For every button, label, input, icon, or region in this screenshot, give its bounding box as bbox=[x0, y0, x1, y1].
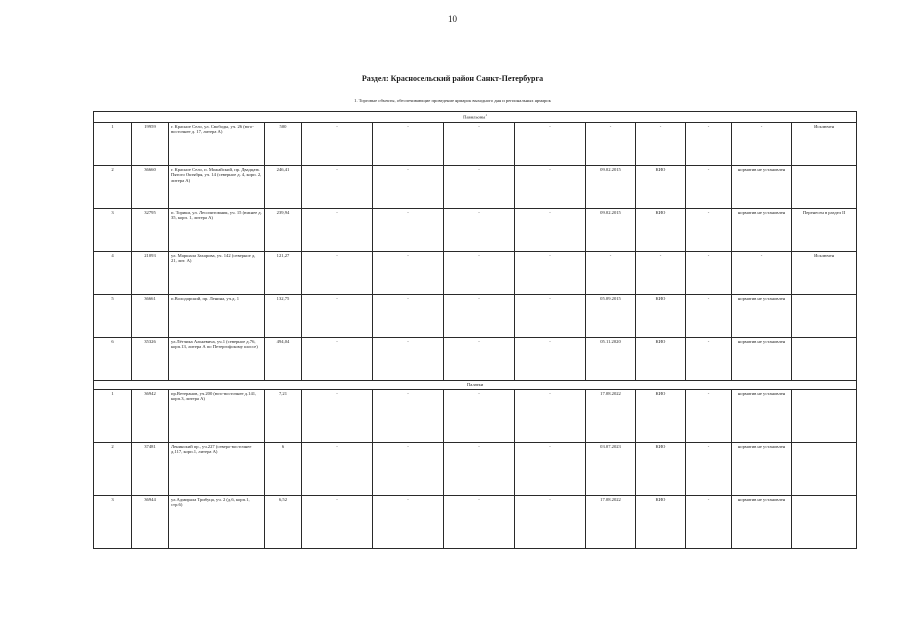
cell-col7: - bbox=[444, 389, 515, 442]
cell-area: 132,75 bbox=[265, 294, 302, 337]
cell-date: 17.08.2022 bbox=[586, 389, 636, 442]
cell-col6: - bbox=[373, 294, 444, 337]
cell-col5: - bbox=[302, 294, 373, 337]
cell-address: пр.Ветеранов, уч.200 (юго-восточнее д.141, корп.3, литера А) bbox=[169, 389, 265, 442]
cell-date: 05.11.2020 bbox=[586, 337, 636, 380]
cell-col11: - bbox=[686, 165, 732, 208]
cell-col6: - bbox=[373, 165, 444, 208]
cell-col11: - bbox=[686, 208, 732, 251]
cell-col8: - bbox=[515, 442, 586, 495]
cell-norm: норматив не установлен bbox=[732, 208, 792, 251]
cell-col8: - bbox=[515, 389, 586, 442]
cell-col8: - bbox=[515, 208, 586, 251]
cell-norm: - bbox=[732, 122, 792, 165]
cell-organization: КИО bbox=[636, 165, 686, 208]
cell-object-id: 36660 bbox=[132, 165, 169, 208]
cell-organization: КИО bbox=[636, 495, 686, 548]
cell-col11: - bbox=[686, 389, 732, 442]
cell-organization: КИО bbox=[636, 337, 686, 380]
cell-address: г. Красное Село, п. Можайский, пр. Двадцать Пятого Октября, уч. 14 (северное д. 4, корп. 2, литера А) bbox=[169, 165, 265, 208]
cell-address: Ленинский пр., уч.227 (северо-восточнее д.117, корп.1, литера А) bbox=[169, 442, 265, 495]
cell-norm: норматив не установлен bbox=[732, 337, 792, 380]
section-title: Раздел: Красносельский район Санкт-Петербурга bbox=[361, 74, 544, 83]
cell-number: 3 bbox=[94, 208, 132, 251]
cell-col7: - bbox=[444, 442, 515, 495]
table-row bbox=[94, 165, 857, 208]
table-row bbox=[94, 442, 857, 495]
group-header-row bbox=[94, 112, 857, 123]
cell-date: 03.07.2023 bbox=[586, 442, 636, 495]
table-row bbox=[94, 389, 857, 442]
cell-col11: - bbox=[686, 442, 732, 495]
cell-col11: - bbox=[686, 122, 732, 165]
cell-area: 6 bbox=[265, 442, 302, 495]
cell-col5: - bbox=[302, 122, 373, 165]
cell-col6: - bbox=[373, 442, 444, 495]
cell-col11: - bbox=[686, 294, 732, 337]
cell-norm: норматив не установлен bbox=[732, 442, 792, 495]
cell-organization: КИО bbox=[636, 294, 686, 337]
cell-note bbox=[792, 389, 857, 442]
cell-col5: - bbox=[302, 389, 373, 442]
cell-date: 17.08.2022 bbox=[586, 495, 636, 548]
table-row bbox=[94, 208, 857, 251]
cell-object-id: 35326 bbox=[132, 337, 169, 380]
cell-note: Исключен bbox=[792, 122, 857, 165]
cell-col6: - bbox=[373, 389, 444, 442]
cell-organization: КИО bbox=[636, 442, 686, 495]
cell-note: Исключен bbox=[792, 251, 857, 294]
page-number: 10 bbox=[448, 14, 457, 24]
cell-col11: - bbox=[686, 251, 732, 294]
cell-date: 09.02.2015 bbox=[586, 208, 636, 251]
group-header bbox=[94, 380, 857, 389]
cell-col8: - bbox=[515, 294, 586, 337]
table-row bbox=[94, 294, 857, 337]
cell-col7: - bbox=[444, 495, 515, 548]
cell-col8: - bbox=[515, 122, 586, 165]
cell-number: 5 bbox=[94, 294, 132, 337]
registry-table bbox=[93, 111, 857, 549]
cell-organization: КИО bbox=[636, 208, 686, 251]
cell-number: 1 bbox=[94, 389, 132, 442]
cell-col5: - bbox=[302, 442, 373, 495]
cell-area: 6,52 bbox=[265, 495, 302, 548]
table-row bbox=[94, 251, 857, 294]
cell-date: - bbox=[586, 251, 636, 294]
cell-address: ул.Адмирала Трибуца, уч. 2 (д.6, корп.1, стр.6) bbox=[169, 495, 265, 548]
cell-area: 239,94 bbox=[265, 208, 302, 251]
cell-note bbox=[792, 495, 857, 548]
cell-note bbox=[792, 337, 857, 380]
group-label: Палатки bbox=[466, 381, 484, 387]
registry-body bbox=[94, 112, 857, 549]
cell-object-id: 21093 bbox=[132, 251, 169, 294]
cell-col7: - bbox=[444, 122, 515, 165]
cell-date: 05.09.2015 bbox=[586, 294, 636, 337]
table-row bbox=[94, 495, 857, 548]
cell-object-id: 32795 bbox=[132, 208, 169, 251]
cell-address: п. Торики, ул. Лесопитомник, уч. 15 (южнее д. 35, корп. 1, литера А) bbox=[169, 208, 265, 251]
group-header bbox=[94, 112, 857, 123]
cell-note: Перенесен в раздел II bbox=[792, 208, 857, 251]
cell-date: - bbox=[586, 122, 636, 165]
cell-col5: - bbox=[302, 337, 373, 380]
cell-col8: - bbox=[515, 165, 586, 208]
cell-address: ул.Лётчика Алькевича, уч.1 (северное д.76, корп.13, литера А по Петергофскому шоссе) bbox=[169, 337, 265, 380]
cell-number: 4 bbox=[94, 251, 132, 294]
cell-col5: - bbox=[302, 495, 373, 548]
cell-number: 2 bbox=[94, 165, 132, 208]
cell-col11: - bbox=[686, 495, 732, 548]
cell-area: 246,41 bbox=[265, 165, 302, 208]
cell-object-id: 19959 bbox=[132, 122, 169, 165]
cell-organization: - bbox=[636, 122, 686, 165]
cell-col5: - bbox=[302, 251, 373, 294]
cell-col6: - bbox=[373, 495, 444, 548]
cell-area: 500 bbox=[265, 122, 302, 165]
cell-area: 7,21 bbox=[265, 389, 302, 442]
table-row bbox=[94, 122, 857, 165]
cell-object-id: 36942 bbox=[132, 389, 169, 442]
cell-col7: - bbox=[444, 337, 515, 380]
table-row bbox=[94, 337, 857, 380]
cell-col7: - bbox=[444, 208, 515, 251]
cell-note bbox=[792, 442, 857, 495]
cell-note bbox=[792, 294, 857, 337]
cell-col6: - bbox=[373, 251, 444, 294]
cell-object-id: 36661 bbox=[132, 294, 169, 337]
cell-object-id: 37481 bbox=[132, 442, 169, 495]
cell-norm: - bbox=[732, 251, 792, 294]
cell-col7: - bbox=[444, 251, 515, 294]
group-label: Павильоны bbox=[463, 114, 486, 120]
cell-col11: - bbox=[686, 337, 732, 380]
cell-norm: норматив не установлен bbox=[732, 165, 792, 208]
cell-area: 494,04 bbox=[265, 337, 302, 380]
cell-col6: - bbox=[373, 337, 444, 380]
cell-col8: - bbox=[515, 495, 586, 548]
cell-address: г. Красное Село, ул. Свободы, уч. 26 (юго-восточнее д. 17, литера А) bbox=[169, 122, 265, 165]
cell-number: 3 bbox=[94, 495, 132, 548]
group-footnote: 1 bbox=[485, 113, 487, 117]
cell-col7: - bbox=[444, 165, 515, 208]
cell-col5: - bbox=[302, 208, 373, 251]
cell-col8: - bbox=[515, 337, 586, 380]
cell-norm: норматив не установлен bbox=[732, 389, 792, 442]
group-header-row bbox=[94, 380, 857, 389]
cell-address: ул. Маршала Захарова, уч. 142 (северное д. 21, лит. А) bbox=[169, 251, 265, 294]
cell-col7: - bbox=[444, 294, 515, 337]
cell-date: 09.02.2015 bbox=[586, 165, 636, 208]
cell-organization: КИО bbox=[636, 389, 686, 442]
cell-norm: норматив не установлен bbox=[732, 495, 792, 548]
cell-col6: - bbox=[373, 208, 444, 251]
cell-note bbox=[792, 165, 857, 208]
cell-organization: - bbox=[636, 251, 686, 294]
cell-col6: - bbox=[373, 122, 444, 165]
cell-norm: норматив не установлен bbox=[732, 294, 792, 337]
cell-number: 1 bbox=[94, 122, 132, 165]
cell-col5: - bbox=[302, 165, 373, 208]
cell-area: 121,27 bbox=[265, 251, 302, 294]
cell-number: 6 bbox=[94, 337, 132, 380]
cell-address: п.Володарский, пр. Ленина, уч.д. 1 bbox=[169, 294, 265, 337]
section-subtitle: 1. Торговые объекты, обеспечивающие проведение ярмарок выходного дня и региональных ярмарок bbox=[354, 98, 551, 103]
cell-col8: - bbox=[515, 251, 586, 294]
cell-object-id: 36944 bbox=[132, 495, 169, 548]
cell-number: 2 bbox=[94, 442, 132, 495]
